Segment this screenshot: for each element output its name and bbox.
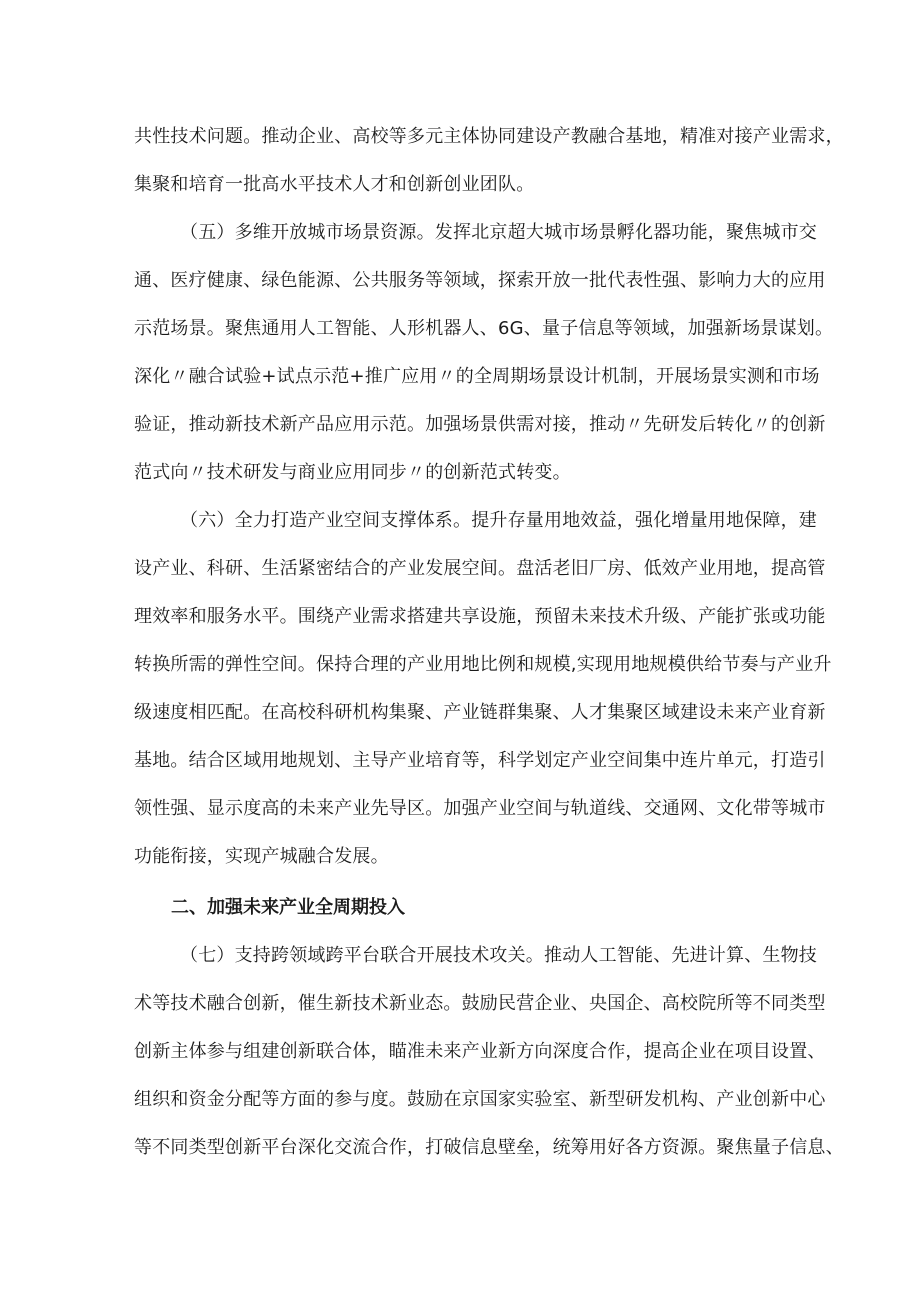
paragraph-line: 理效率和服务水平。围绕产业需求搭建共享设施，预留未来技术升级、产能扩张或功能 (134, 606, 826, 627)
paragraph-line: 深化〃融合试验+试点示范+推广应用〃的全周期场景设计机制，开展场景实测和市场 (134, 366, 820, 387)
paragraph-line: 组织和资金分配等方面的参与度。鼓励在京国家实验室、新型研发机构、产业创新中心 (134, 1089, 826, 1110)
paragraph-line: 设产业、科研、生活紧密结合的产业发展空间。盘活老旧厂房、低效产业用地，提高管 (134, 558, 826, 579)
paragraph-line: （七）支持跨领域跨平台联合开展技术攻关。推动人工智能、先进计算、生物技 (180, 945, 817, 966)
paragraph-line: 验证，推动新技术新产品应用示范。加强场景供需对接，推动〃先研发后转化〃的创新 (134, 414, 826, 435)
section-heading: 二、加强未来产业全周期投入 (171, 897, 405, 918)
paragraph-line: 通、医疗健康、绿色能源、公共服务等领域，探索开放一批代表性强、影响力大的应用 (134, 270, 826, 291)
paragraph-line: 等不同类型创新平台深化交流合作，打破信息壁垒，统筹用好各方资源。聚焦量子信息、 (134, 1137, 844, 1158)
paragraph-line: 级速度相匹配。在高校科研机构集聚、产业链群集聚、人才集聚区域建设未来产业育新 (134, 702, 826, 723)
paragraph-line: 集聚和培育一批高水平技术人才和创新创业团队。 (134, 174, 535, 195)
paragraph-line: 范式向〃技术研发与商业应用同步〃的创新范式转变。 (134, 462, 571, 483)
paragraph-line: （六）全力打造产业空间支撑体系。提升存量用地效益，强化增量用地保障，建 (180, 510, 817, 531)
paragraph-line: 术等技术融合创新，催生新技术新业态。鼓励民营企业、央国企、高校院所等不同类型 (134, 993, 826, 1014)
paragraph-line: 共性技术问题。推动企业、高校等多元主体协同建设产教融合基地，精准对接产业需求， (134, 126, 844, 147)
paragraph-line: 领性强、显示度高的未来产业先导区。加强产业空间与轨道线、交通网、文化带等城市 (134, 798, 826, 819)
paragraph-line: 基地。结合区域用地规划、主导产业培育等，科学划定产业空间集中连片单元，打造引 (134, 750, 826, 771)
paragraph-line: 功能衔接，实现产城融合发展。 (134, 846, 389, 867)
paragraph-line: 示范场景。聚焦通用人工智能、人形机器人、6G、量子信息等领域，加强新场景谋划。 (134, 318, 834, 339)
paragraph-line: 转换所需的弹性空间。保持合理的产业用地比例和规模,实现用地规模供给节奏与产业升 (134, 654, 832, 675)
paragraph-line: （五）多维开放城市场景资源。发挥北京超大城市场景孵化器功能，聚焦城市交 (180, 222, 817, 243)
paragraph-line: 创新主体参与组建创新联合体，瞄准未来产业新方向深度合作，提高企业在项目设置、 (134, 1041, 826, 1062)
